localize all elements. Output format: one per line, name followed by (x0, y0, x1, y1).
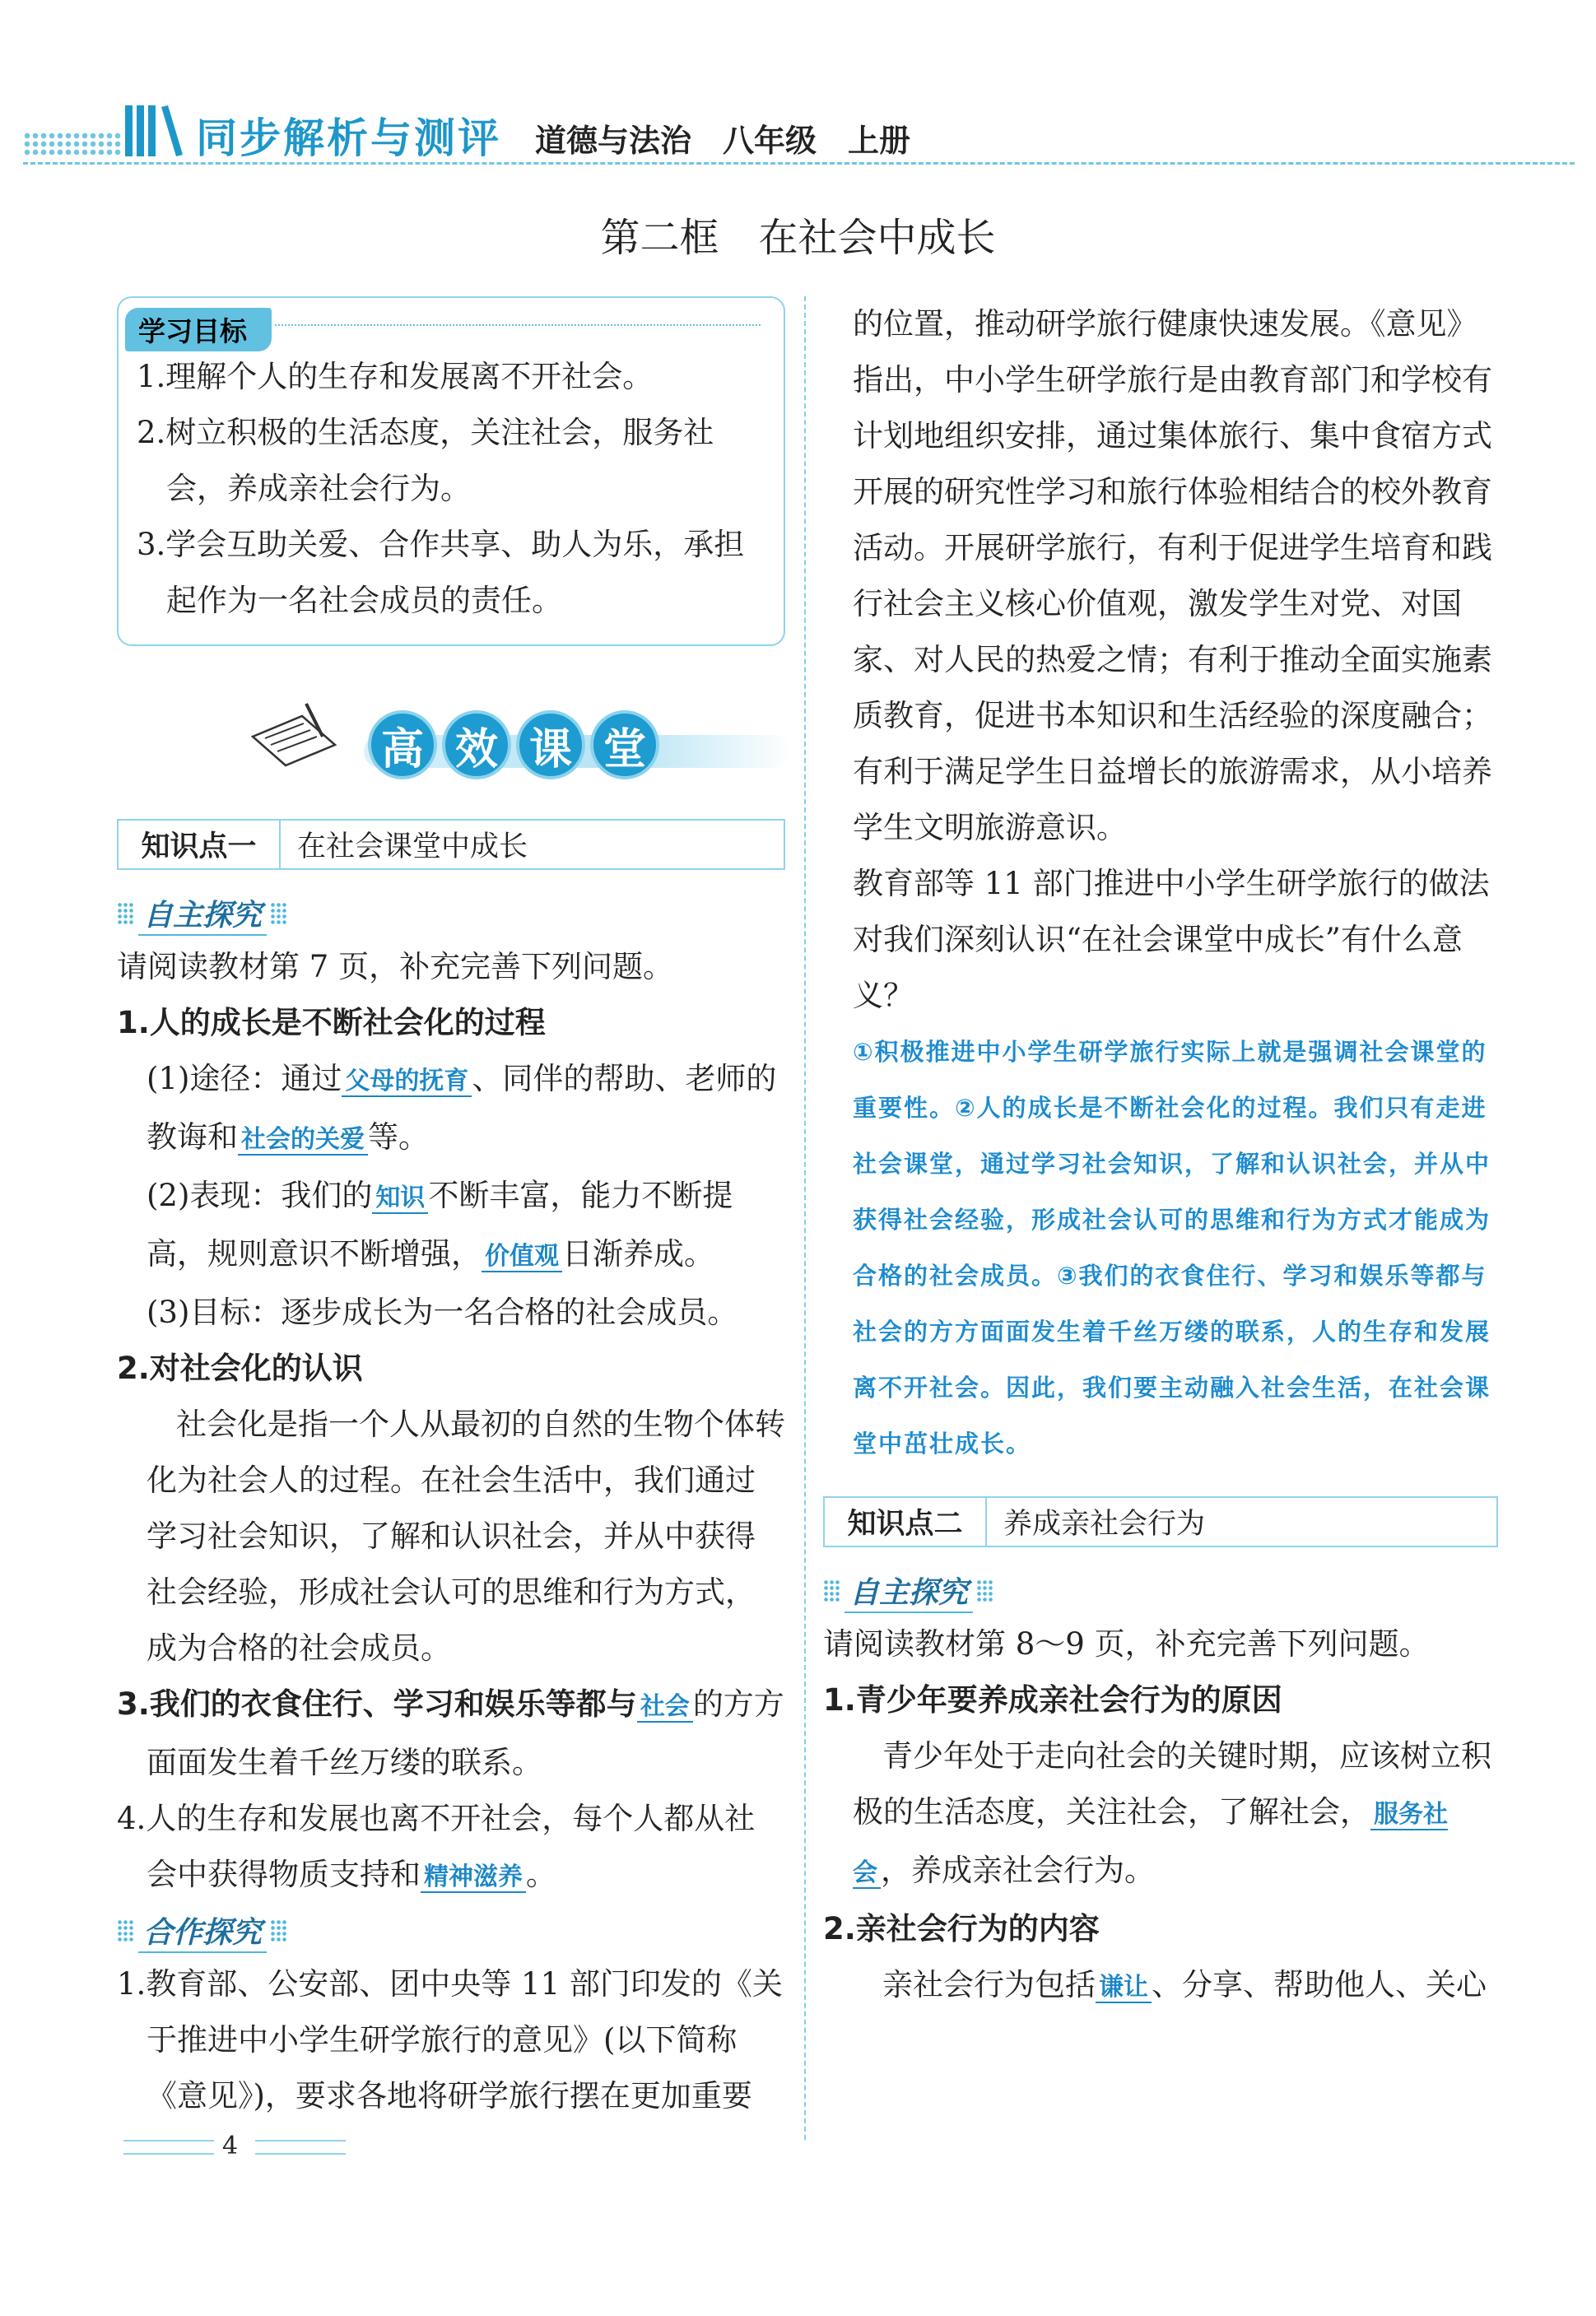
filled-answer: 精神滋养 (421, 1863, 526, 1893)
section-label: 自主探究 (845, 1570, 973, 1613)
efficient-class-banner (117, 671, 785, 794)
cooperative-explore-label (117, 1905, 785, 1956)
section-label: 合作探究 (138, 1909, 267, 1953)
paragraph: 1.教育部、公安部、团中央等 11 部门印发的《关于推进中小学生研学旅行的意见》(以下简称《意见》)，要求各地将研学旅行摆在更加重要 (117, 1966, 783, 2114)
objective-item: 2.树立积极的生活态度，关注社会，服务社会，养成亲社会行为。 (137, 415, 714, 506)
subject-label: 道德与法治 八年级 上册 (535, 123, 911, 159)
objectives-tag-line (275, 324, 761, 326)
column-divider (804, 296, 806, 2140)
dot-grid-icon (117, 1919, 135, 1942)
paragraph: 社会化是指一个人从最初的自然的生物个体转化为社会人的过程。在社会生活中，我们通过学习社会知识，了解和认识社会，并从中获得社会经验，形成社会认可的思维和行为方式，成为合格的社会成员。 (147, 1407, 785, 1666)
objectives-tag: 学习目标 (125, 308, 272, 351)
instruction: 请阅读教材第 8～9 页，补充完善下列问题。 (823, 1626, 1430, 1662)
kp-title: 养成亲社会行为 (1003, 1508, 1206, 1541)
banner-char: 高 (368, 710, 437, 779)
kp-number: 知识点一 (119, 821, 281, 868)
question-heading: 1.人的成长是不断社会化的过程 (117, 1005, 546, 1040)
dot-grid-icon (270, 1919, 288, 1942)
page-header (0, 0, 1596, 173)
kp-title: 在社会课堂中成长 (297, 830, 528, 863)
self-explore-label (117, 888, 785, 939)
dot-pattern-decoration (23, 132, 122, 155)
objectives-box (117, 296, 785, 646)
kp-number: 知识点二 (825, 1498, 987, 1546)
series-title: 同步解析与测评 (196, 114, 501, 162)
left-column (117, 296, 785, 2124)
dot-grid-icon (117, 902, 135, 925)
page-title: 第二框 在社会中成长 (600, 215, 996, 261)
self-explore-label (823, 1565, 1498, 1616)
banner-title (368, 710, 659, 779)
right-column (823, 296, 1498, 2016)
page-footer (123, 2132, 370, 2165)
answer-line: 亲社会行为包括 谦让 、分享、帮助他人、关心 (882, 1967, 1487, 2002)
question-heading: 1.青少年要养成亲社会行为的原因 (823, 1682, 1282, 1718)
question-text: 教育部等 11 部门推进中小学生研学旅行的做法对我们深刻认识“在社会课堂中成长”有什么意义？ (853, 866, 1490, 1013)
paper-pen-icon (244, 695, 343, 770)
filled-answer: 谦让 (1096, 1973, 1152, 2003)
footer-decoration (255, 2140, 346, 2155)
filled-answer: 知识 (372, 1184, 428, 1214)
handwritten-answer: ①积极推进中小学生研学旅行实际上就是强调社会课堂的重要性。②人的成长是不断社会化的过程。我们只有走进社会课堂，通过学习社会知识，了解和认识社会，并从中获得社会经验，形成社会认可的思维和行为方式才能成为合格的社会成员。③我们的衣食住行、学习和娱乐等都与社会的方方面面发生着千丝万缕的联系，人的生存和发展离不开社会。因此，我们要主动融入社会生活，在社会课堂中茁壮成长。 (853, 1038, 1491, 1458)
answer-line: 青少年处于走向社会的关键时期，应该树立积极的生活态度，关注社会，了解社会， 服务社会 ，养成亲社会行为。 (853, 1738, 1491, 1888)
filled-answer: 价值观 (482, 1242, 562, 1272)
banner-char: 课 (516, 710, 585, 779)
section-label: 自主探究 (138, 892, 267, 936)
books-icon (123, 100, 185, 160)
filled-answer: 父母的抚育 (342, 1067, 472, 1097)
question-heading: 2.对社会化的认识 (117, 1351, 363, 1386)
dot-grid-icon (823, 1579, 841, 1602)
dot-grid-icon (976, 1579, 994, 1602)
objective-item: 1.理解个人的生存和发展离不开社会。 (137, 359, 654, 394)
objective-item: 3.学会互助关爱、合作共享、助人为乐，承担起作为一名社会成员的责任。 (137, 527, 745, 618)
answer-line: 3.我们的衣食住行、学习和娱乐等都与 社会 的方方面面发生着千丝万缕的联系。 (117, 1686, 784, 1780)
banner-char: 堂 (590, 710, 659, 779)
banner-char: 效 (442, 710, 511, 779)
answer-line: 4.人的生存和发展也离不开社会，每个人都从社会中获得物质支持和 精神滋养 。 (117, 1801, 756, 1892)
knowledge-point-2-header (823, 1496, 1498, 1547)
filled-answer: 服务社会 (853, 1800, 1448, 1887)
answer-line: (1)途径：通过 父母的抚育 、同伴的帮助、老师的教诲和 社会的关爱 等。 (147, 1061, 777, 1155)
header-divider (23, 162, 1575, 165)
page-number: 4 (222, 2132, 239, 2160)
filled-answer: 社会的关爱 (238, 1125, 368, 1156)
dot-grid-icon (270, 902, 288, 925)
paragraph: 的位置，推动研学旅行健康快速发展。《意见》指出，中小学生研学旅行是由教育部门和学校有计划地组织安排，通过集体旅行、集中食宿方式开展的研究性学习和旅行体验相结合的校外教育活动。开展研学旅行，有利于促进学生培育和践行社会主义核心价值观，激发学生对党、对国家、对人民的热爱之情；有利于推动全面实施素质教育，促进书本知识和生活经验的深度融合；有利于满足学生日益增长的旅游需求，从小培养学生文明旅游意识。 (853, 306, 1492, 845)
filled-answer: 社会 (637, 1692, 693, 1723)
question-heading: 2.亲社会行为的内容 (823, 1911, 1100, 1946)
knowledge-point-1-header (117, 819, 785, 870)
answer-line: (3)目标：逐步成长为一名合格的社会成员。 (147, 1295, 738, 1330)
instruction: 请阅读教材第 7 页，补充完善下列问题。 (117, 949, 674, 984)
answer-line: (2)表现：我们的 知识 不断丰富，能力不断提高，规则意识不断增强， 价值观 日渐养成。 (147, 1178, 733, 1272)
footer-decoration (123, 2140, 214, 2155)
